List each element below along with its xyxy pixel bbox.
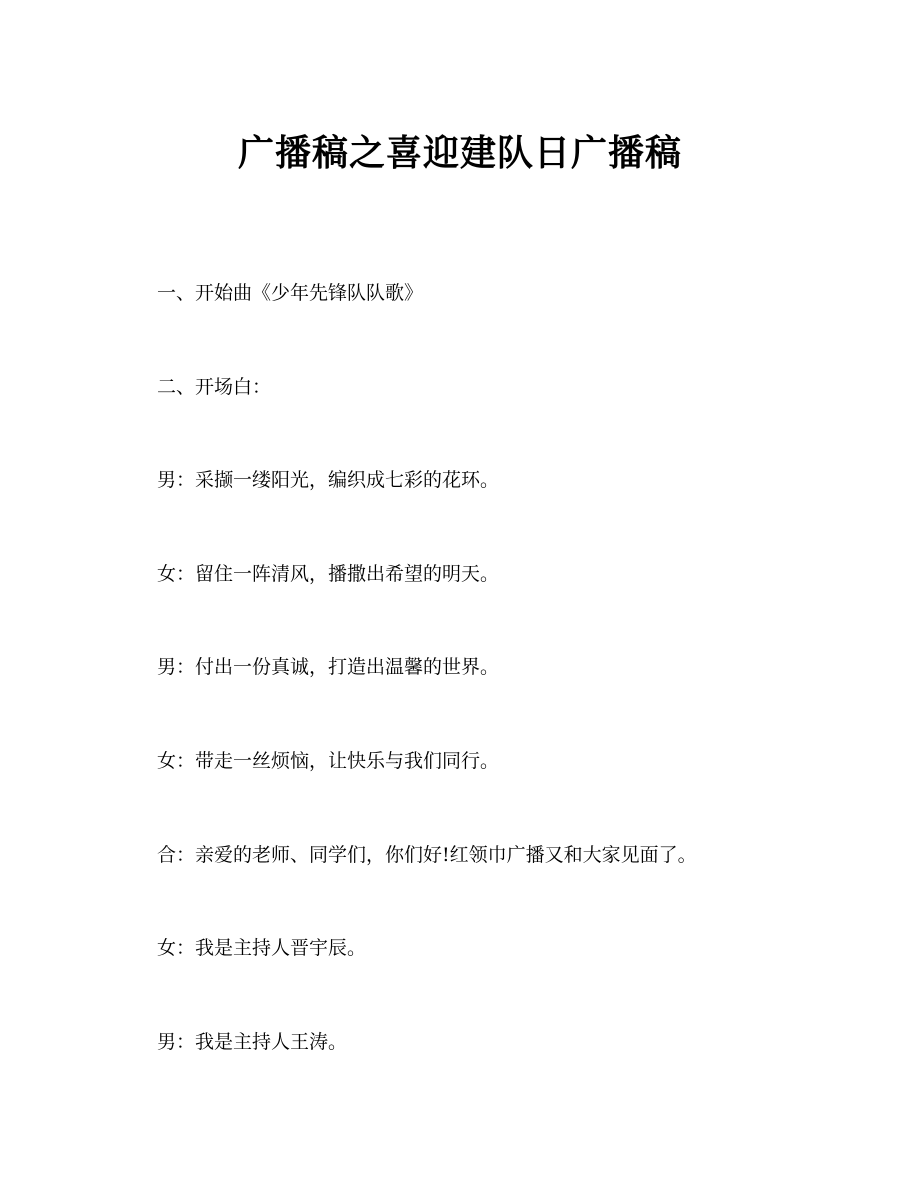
line-opening-song: 一、开始曲《少年先锋队队歌》: [157, 282, 424, 304]
line-male-host: 男：我是主持人王涛。: [157, 1031, 348, 1053]
line-opening-remarks: 二、开场白：: [157, 376, 272, 398]
line-together: 合：亲爱的老师、同学们，你们好!红领巾广播又和大家见面了。: [157, 844, 697, 866]
line-female-1: 女：留住一阵清风，播撒出希望的明天。: [157, 563, 500, 585]
line-male-2: 男：付出一份真诚，打造出温馨的世界。: [157, 656, 500, 678]
line-male-1: 男：采撷一缕阳光，编织成七彩的花环。: [157, 469, 500, 491]
line-female-2: 女：带走一丝烦恼，让快乐与我们同行。: [157, 750, 500, 772]
line-female-host: 女：我是主持人晋宇辰。: [157, 937, 367, 959]
document-title: 广播稿之喜迎建队日广播稿: [237, 132, 682, 174]
